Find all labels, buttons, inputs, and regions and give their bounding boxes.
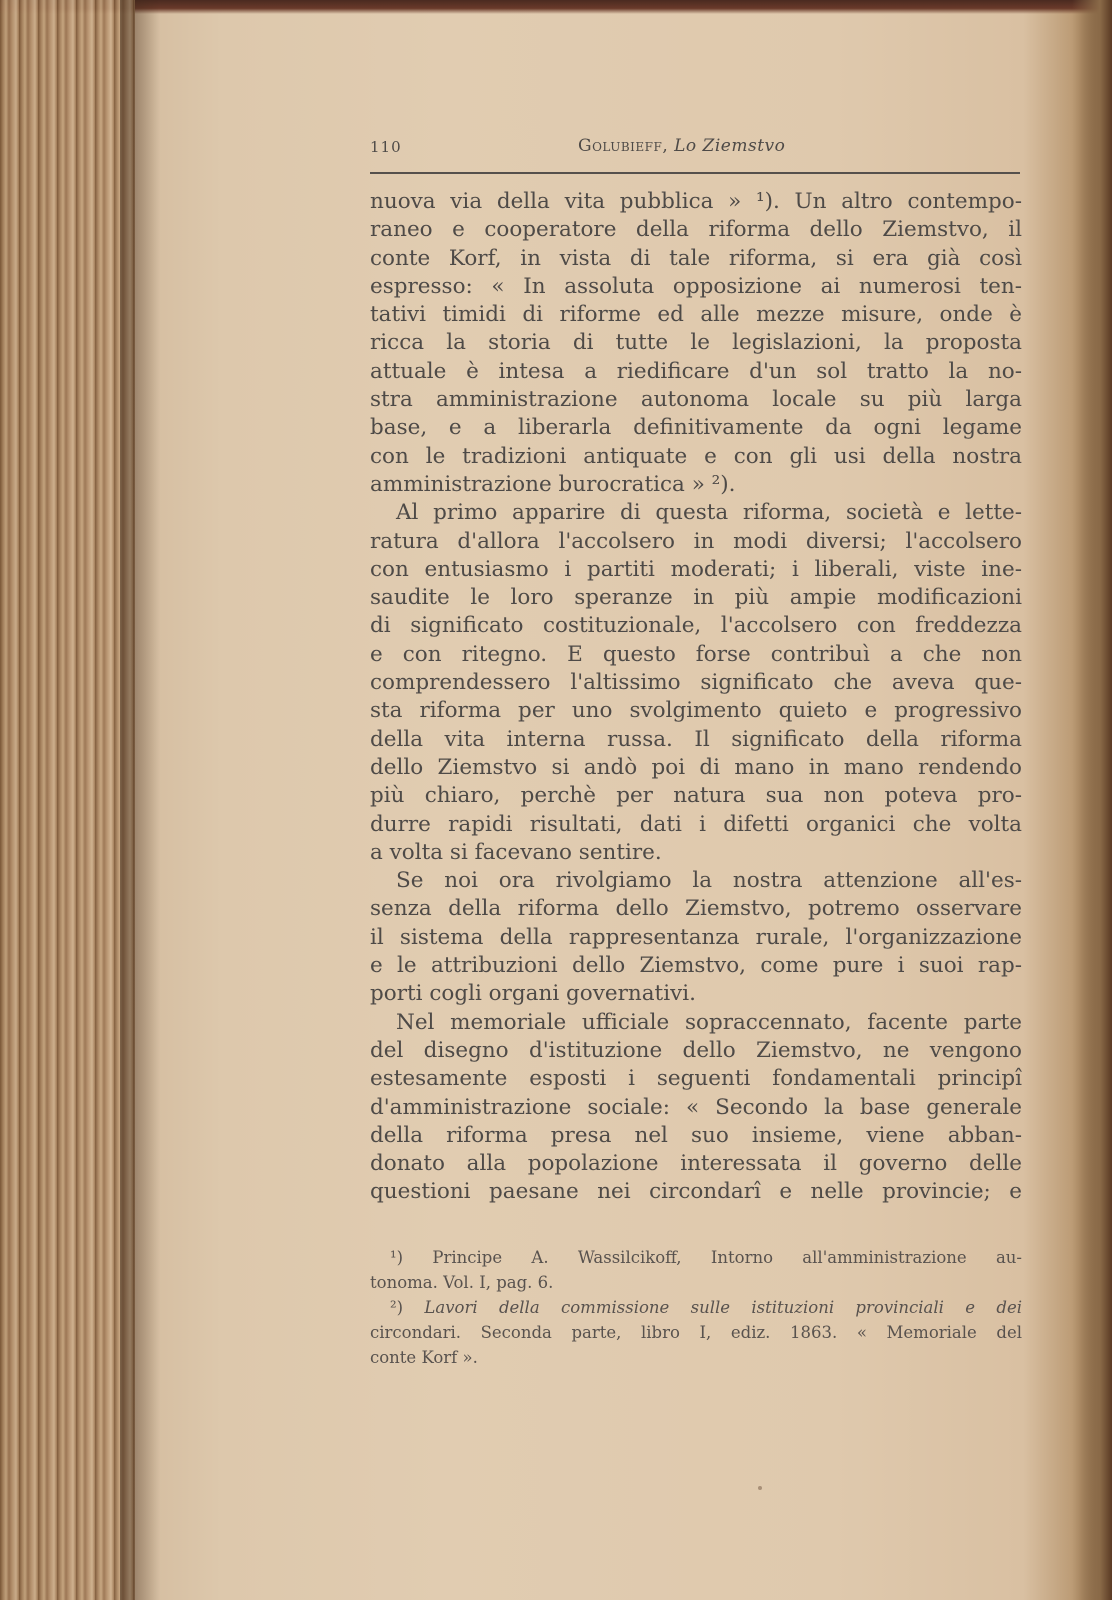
- text-line: Nel memoriale ufficiale sopraccennato, facente parte: [396, 1009, 1022, 1035]
- text-line: d'amministrazione sociale: « Secondo la base generale: [370, 1094, 1022, 1120]
- paper-speck: [758, 1486, 762, 1490]
- footnote-1-line: [370, 1245, 1022, 1270]
- running-head: [370, 128, 1022, 162]
- text-line: sta riforma per uno svolgimento quieto e progressivo: [370, 698, 1022, 724]
- book-title: Lo Ziemstvo: [674, 136, 786, 156]
- text-line: nuova via della vita pubblica » ¹). Un altro contempo-: [370, 189, 1022, 214]
- text-line: della riforma presa nel suo insieme, viene abban-: [370, 1122, 1022, 1148]
- text-line: e con ritegno. E questo forse contribuì a che non: [370, 641, 1022, 667]
- text-line: più chiaro, perchè per natura sua non poteva pro-: [370, 783, 1022, 809]
- top-binding-band: [0, 0, 1112, 14]
- footnote-2-line: circondari. Seconda parte, libro I, ediz. 1863. « Memoriale del: [370, 1322, 1022, 1342]
- text-line: amministrazione burocratica » ²).: [370, 471, 736, 497]
- text-line: comprendessero l'altissimo significato che aveva que-: [370, 670, 1022, 696]
- page-content: [370, 128, 1022, 1370]
- text-line: raneo e cooperatore della riforma dello Ziemstvo, il: [370, 217, 1022, 243]
- running-title: [578, 136, 785, 156]
- author-name: Golubieff,: [578, 136, 669, 156]
- text-line: base, e a liberarla definitivamente da ogni legame: [370, 415, 1022, 441]
- text-line: con entusiasmo i partiti moderati; i liberali, viste ine-: [370, 556, 1022, 582]
- text-line: questioni paesane nei circondarî e nelle provincie; e: [370, 1179, 1022, 1205]
- text-line: dello Ziemstvo si andò poi di mano in mano rendendo: [370, 754, 1022, 780]
- text-line: donato alla popolazione interessata il governo delle: [370, 1151, 1022, 1177]
- text-line: durre rapidi risultati, dati i difetti organici che volta: [370, 811, 1022, 837]
- text-line: senza della riforma dello Ziemstvo, potremo osservare: [370, 896, 1022, 922]
- text-line: estesamente esposti i seguenti fondamentali principî: [370, 1066, 1022, 1092]
- text-line: del disegno d'istituzione dello Ziemstvo, ne vengono: [370, 1037, 1022, 1063]
- footnote-2-line: [370, 1295, 1022, 1320]
- header-rule: [370, 172, 1020, 174]
- footnote-1-line: tonoma. Vol. I, pag. 6.: [370, 1272, 554, 1292]
- text-line: il sistema della rappresentanza rurale, l'organizzazione: [370, 924, 1022, 950]
- footnote-2-line: conte Korf ».: [370, 1347, 478, 1367]
- footnote-text: Lavori della commissione sulle istituzioni provinciali e dei: [424, 1297, 1022, 1317]
- footnote-text: Principe A. Wassilcikoff, Intorno all'amministrazione au-: [432, 1247, 1023, 1267]
- text-line: ricca la storia di tutte le legislazioni, la proposta: [370, 330, 1022, 356]
- right-page-edge: [1072, 0, 1112, 1600]
- page-number: 110: [370, 138, 402, 156]
- text-line: di significato costituzionale, l'accolsero con freddezza: [370, 613, 1022, 639]
- text-line: attuale è intesa a riedificare d'un sol tratto la no-: [370, 358, 1022, 384]
- text-line: porti cogli organi governativi.: [370, 981, 696, 1007]
- body-text: [370, 188, 1022, 1207]
- text-line: Al primo apparire di questa riforma, società e lette-: [396, 500, 1022, 526]
- text-line: saudite le loro speranze in più ampie modificazioni: [370, 585, 1022, 611]
- footnote-marker: ¹): [390, 1247, 404, 1267]
- stacked-page-edges: [0, 0, 135, 1600]
- text-line: a volta si facevano sentire.: [370, 839, 662, 865]
- text-line: della vita interna russa. Il significato della riforma: [370, 726, 1022, 752]
- text-line: espresso: « In assoluta opposizione ai numerosi ten-: [370, 273, 1022, 299]
- text-line: conte Korf, in vista di tale riforma, si era già così: [370, 245, 1022, 271]
- text-line: ratura d'allora l'accolsero in modi diversi; l'accolsero: [370, 528, 1022, 554]
- footnote-marker: ²): [390, 1297, 404, 1317]
- text-line: tativi timidi di riforme ed alle mezze misure, onde è: [370, 302, 1022, 328]
- text-line: Se noi ora rivolgiamo la nostra attenzione all'es-: [396, 868, 1022, 894]
- gutter-shadow: [120, 0, 160, 1600]
- text-line: con le tradizioni antiquate e con gli usi della nostra: [370, 443, 1022, 469]
- text-line: stra amministrazione autonoma locale su più larga: [370, 387, 1022, 413]
- footnotes: [370, 1245, 1022, 1370]
- text-line: e le attribuzioni dello Ziemstvo, come pure i suoi rap-: [370, 953, 1022, 979]
